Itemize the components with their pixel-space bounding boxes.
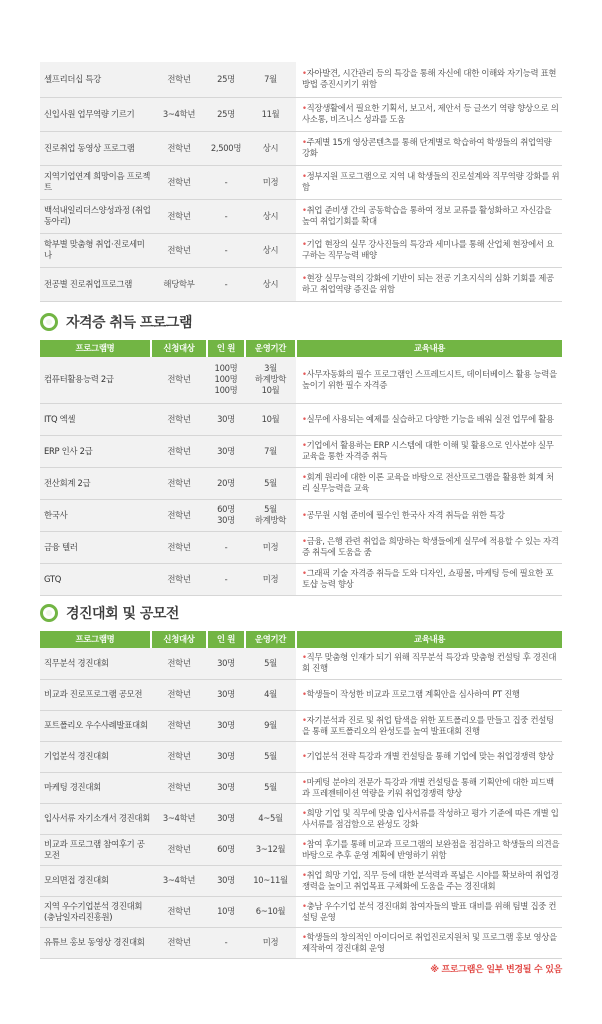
program-name: 비교과 프로그램 참여후기 공모전 [40,834,151,865]
headcount: 60명 [207,834,245,865]
operation-period: 상시 [245,131,296,165]
program-description: •사무자동화의 필수 프로그램인 스프레드시트, 데이터베이스 활용 능력을 높이기 위한 필수 자격증 [296,357,562,403]
table-row [40,467,562,499]
target-audience: 전학년 [151,131,207,165]
operation-period: 5월 [245,741,296,772]
program-name: 전산회계 2급 [40,467,151,499]
bullet-icon: • [302,68,307,79]
program-name: 포트폴리오 우수사례발표대회 [40,710,151,741]
program-description: •취업 준비생 간의 공동학습을 통하여 정보 교류를 활성화하고 자신감을 높여 취업기회를 확대 [296,199,562,233]
target-audience: 3~4학년 [151,865,207,896]
program-description: •현장 실무능력의 강화에 기반이 되는 전공 기초지식의 심화 기회를 제공하고 취업역량 증진을 위함 [296,267,562,301]
program-description: •실무에 사용되는 예제를 실습하고 다양한 기능을 배워 실전 업무에 활용 [296,403,562,435]
program-name: 한국사 [40,499,151,531]
program-description: •자기분석과 진로 및 취업 탐색을 위한 포트폴리오를 만들고 집중 컨설팅을 통해 포트폴리오의 완성도를 높여 발표대회 진행 [296,710,562,741]
bullet-icon: • [302,652,307,663]
headcount: 100명 100명 100명 [207,357,245,403]
program-name: ITQ 엑셀 [40,403,151,435]
target-audience: 전학년 [151,531,207,563]
program-description: •마케팅 분야의 전문가 특강과 개별 컨설팅을 통해 기획안에 대한 피드백과 프레젠테이션 역량을 키워 취업경쟁력 향상 [296,772,562,803]
table-row [40,834,562,865]
target-audience: 해당학부 [151,267,207,301]
headcount: 30명 [207,710,245,741]
operation-period: 3월 하계방학 10월 [245,357,296,403]
program-name: GTQ [40,563,151,595]
bullet-icon: • [302,171,307,181]
column-header: 인 원 [207,340,245,357]
operation-period: 4~5월 [245,803,296,834]
target-audience: 전학년 [151,499,207,531]
bullet-icon: • [302,568,307,578]
operation-period: 11월 [245,97,296,131]
program-description: •참여 후기를 통해 비교과 프로그램의 보완점을 점검하고 학생들의 의견을 바탕으로 추후 운영 계획에 반영하기 위함 [296,834,562,865]
target-audience: 3~4학년 [151,803,207,834]
program-name: 전공별 진로취업프로그램 [40,267,151,301]
headcount: 30명 [207,865,245,896]
program-description: •기업에서 활용하는 ERP 시스템에 대한 이해 및 활용으로 인사분야 실무교육을 통한 자격증 취득 [296,435,562,467]
table-row [40,927,562,958]
column-header: 교육내용 [296,631,562,648]
operation-period: 4월 [245,679,296,710]
table-2-wrap [40,340,562,596]
bullet-icon: • [302,931,307,942]
target-audience: 전학년 [151,679,207,710]
bullet-icon: • [302,776,307,787]
target-audience: 전학년 [151,927,207,958]
operation-period: 7월 [245,435,296,467]
program-description: •공무원 시험 준비에 필수인 한국사 자격 취득을 위한 특강 [296,499,562,531]
column-header: 신청대상 [151,340,207,357]
certificate-program-table [40,340,562,596]
table-1-wrap [40,62,562,302]
program-name: 비교과 진로프로그램 공모전 [40,679,151,710]
operation-period: 5월 하계방학 [245,499,296,531]
headcount: 30명 [207,403,245,435]
headcount: 60명 30명 [207,499,245,531]
headcount: 10명 [207,896,245,927]
table-row [40,97,562,131]
program-name: 지역기업연계 희망이음 프로젝트 [40,165,151,199]
program-description: •충남 우수기업 분석 경진대회 참여자들의 발표 대비를 위해 팀별 집중 컨설팅 운영 [296,896,562,927]
program-name: 컴퓨터활용능력 2급 [40,357,151,403]
table-row [40,679,562,710]
column-header: 운영기간 [245,340,296,357]
bullet-icon: • [302,239,307,249]
headcount: 30명 [207,648,245,679]
table-row [40,648,562,679]
section-title: 자격증 취득 프로그램 [66,315,192,331]
bullet-icon: • [302,807,307,818]
operation-period: 미정 [245,927,296,958]
bullet-icon: • [302,714,307,725]
table-row [40,62,562,97]
bullet-icon: • [302,440,307,450]
headcount: 30명 [207,679,245,710]
headcount: - [207,267,245,301]
change-notice: ※ 프로그램은 일부 변경될 수 있음 [430,965,562,975]
operation-period: 5월 [245,772,296,803]
headcount: - [207,233,245,267]
target-audience: 전학년 [151,233,207,267]
headcount: 30명 [207,772,245,803]
bullet-icon: • [302,536,307,546]
operation-period: 상시 [245,199,296,233]
program-description: •직무 맞춤형 인재가 되기 위해 직무분석 특강과 맞춤형 컨설팅 후 경진대회 진행 [296,648,562,679]
table-row [40,357,562,403]
headcount: 25명 [207,62,245,97]
headcount: 20명 [207,467,245,499]
program-description: •학생들이 작성한 비교과 프로그램 계획안을 심사하여 PT 진행 [296,679,562,710]
target-audience: 전학년 [151,772,207,803]
table-row [40,131,562,165]
bullet-icon: • [302,205,307,215]
program-name: 마케팅 경진대회 [40,772,151,803]
bullet-icon: • [302,509,307,520]
table-header-row [40,631,562,648]
program-name: ERP 인사 2급 [40,435,151,467]
operation-period: 미정 [245,531,296,563]
bullet-icon: • [302,103,307,113]
headcount: - [207,563,245,595]
section-ring-icon [40,604,58,622]
target-audience: 전학년 [151,62,207,97]
table-row [40,267,562,301]
contest-program-table [40,631,562,959]
program-name: 지역 우수기업분석 경진대회(충남일자리진흥원) [40,896,151,927]
table-row [40,563,562,595]
target-audience: 전학년 [151,834,207,865]
target-audience: 전학년 [151,165,207,199]
column-header: 프로그램명 [40,340,151,357]
bullet-icon: • [302,472,307,482]
target-audience: 전학년 [151,896,207,927]
headcount: 25명 [207,97,245,131]
section-heading-contests [40,601,179,625]
target-audience: 전학년 [151,467,207,499]
program-description: •학생들의 창의적인 아이디어로 취업진로지원처 및 프로그램 홍보 영상을 제작하여 경진대회 운영 [296,927,562,958]
program-name: 유튜브 홍보 동영상 경진대회 [40,927,151,958]
program-table-1 [40,62,562,302]
bullet-icon: • [302,869,307,880]
bullet-icon: • [302,751,307,761]
operation-period: 상시 [245,233,296,267]
table-row [40,233,562,267]
table-row [40,531,562,563]
bullet-icon: • [302,368,307,379]
headcount: - [207,199,245,233]
program-name: 직무분석 경진대회 [40,648,151,679]
headcount: - [207,531,245,563]
program-description: •희망 기업 및 직무에 맞춤 입사서류를 작성하고 평가 기준에 따른 개별 입사서류를 점검함으로 완성도 강화 [296,803,562,834]
table-3-wrap [40,631,562,959]
program-description: •정부지원 프로그램으로 지역 내 학생들의 진로설계와 직무역량 강화를 위함 [296,165,562,199]
operation-period: 7월 [245,62,296,97]
headcount: 30명 [207,803,245,834]
bullet-icon: • [302,689,307,699]
program-description: •취업 희망 기업, 직무 등에 대한 분석력과 폭넓은 시야를 확보하여 취업경쟁력을 높이고 취업목표 구체화에 도움을 주는 경진대회 [296,865,562,896]
operation-period: 상시 [245,267,296,301]
headcount: - [207,165,245,199]
bullet-icon: • [302,137,307,147]
program-name: 학부별 맞춤형 취업·진로세미나 [40,233,151,267]
operation-period: 5월 [245,648,296,679]
program-name: 입사서류 자기소개서 경진대회 [40,803,151,834]
table-row [40,772,562,803]
program-name: 기업분석 경진대회 [40,741,151,772]
bullet-icon: • [302,273,307,283]
target-audience: 전학년 [151,710,207,741]
target-audience: 전학년 [151,741,207,772]
column-header: 인 원 [207,631,245,648]
headcount: 30명 [207,741,245,772]
program-name: 셀프리더십 특강 [40,62,151,97]
program-name: 진로취업 동영상 프로그램 [40,131,151,165]
operation-period: 9월 [245,710,296,741]
target-audience: 전학년 [151,199,207,233]
table-row [40,710,562,741]
table-row [40,165,562,199]
operation-period: 6~10월 [245,896,296,927]
program-description: •기업 현장의 실무 강사진들의 특강과 세미나를 통해 산업체 현장에서 요구하는 직무능력 배양 [296,233,562,267]
program-description: •회계 원리에 대한 이론 교육을 바탕으로 전산프로그램을 활용한 회계 처리 실무능력을 교육 [296,467,562,499]
bullet-icon: • [302,413,307,424]
headcount: 30명 [207,435,245,467]
section-ring-icon [40,313,58,331]
bullet-icon: • [302,900,307,911]
program-name: 백석내일리더스양성과정 (취업동아리) [40,199,151,233]
table-row [40,199,562,233]
program-description: •그래픽 기술 자격증 취득을 도와 디자인, 쇼핑몰, 마케팅 등에 필요한 포토샵 능력 향상 [296,563,562,595]
operation-period: 10~11월 [245,865,296,896]
operation-period: 10월 [245,403,296,435]
program-description: •자아발견, 시간관리 등의 특강을 통해 자신에 대한 이해와 자기능력 표현방법 증진시키기 위함 [296,62,562,97]
program-name: 신입사원 업무역량 기르기 [40,97,151,131]
target-audience: 전학년 [151,435,207,467]
operation-period: 미정 [245,563,296,595]
table-row [40,741,562,772]
program-description: •금융, 은행 관련 취업을 희망하는 학생들에게 실무에 적용할 수 있는 자격증 취득에 도움을 줌 [296,531,562,563]
headcount: 2,500명 [207,131,245,165]
bullet-icon: • [302,838,307,849]
program-name: 모의면접 경진대회 [40,865,151,896]
table-row [40,865,562,896]
section-title: 경진대회 및 공모전 [66,606,179,622]
operation-period: 5월 [245,467,296,499]
target-audience: 3~4학년 [151,97,207,131]
target-audience: 전학년 [151,357,207,403]
table-row [40,435,562,467]
column-header: 운영기간 [245,631,296,648]
operation-period: 3~12월 [245,834,296,865]
table-row [40,499,562,531]
table-row [40,403,562,435]
table-row [40,803,562,834]
program-description: •기업분석 전략 특강과 개별 컨설팅을 통해 기업에 맞는 취업경쟁력 향상 [296,741,562,772]
target-audience: 전학년 [151,403,207,435]
column-header: 프로그램명 [40,631,151,648]
table-row [40,896,562,927]
headcount: - [207,927,245,958]
table-header-row [40,340,562,357]
program-description: •직장생활에서 필요한 기획서, 보고서, 제안서 등 글쓰기 역량 향상으로 의사소통, 비즈니스 성과를 도움 [296,97,562,131]
column-header: 신청대상 [151,631,207,648]
section-heading-certificates [40,310,192,334]
operation-period: 미정 [245,165,296,199]
program-description: •주제별 15개 영상콘텐츠를 통해 단계별로 학습하여 학생들의 취업역량 강화 [296,131,562,165]
program-name: 금융 텔러 [40,531,151,563]
target-audience: 전학년 [151,648,207,679]
target-audience: 전학년 [151,563,207,595]
column-header: 교육내용 [296,340,562,357]
